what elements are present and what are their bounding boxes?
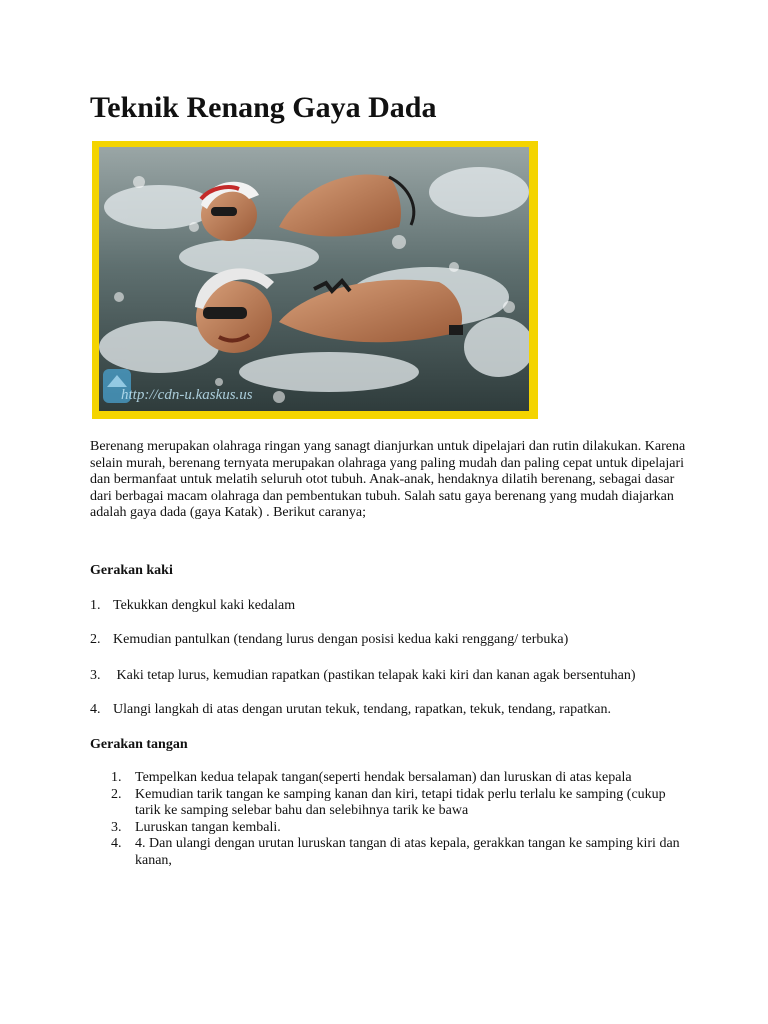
step-number: 2. [90, 632, 101, 647]
step-text: Kaki tetap lurus, kemudian rapatkan (pastikan telapak kaki kiri dan kanan agak bersentuhan) [113, 668, 636, 683]
tangan-steps-list [90, 770, 690, 870]
kaki-step-2 [90, 631, 568, 648]
step-text: Tempelkan kedua telapak tangan(seperti hendak bersalaman) dan luruskan di atas kepala [135, 770, 632, 785]
image-watermark: http://cdn-u.kaskus.us [121, 387, 253, 403]
list-item [90, 787, 690, 820]
step-text: 4. Dan ulangi dengan urutan luruskan tangan di atas kepala, gerakkan tangan ke samping kiri dan kanan, [135, 836, 680, 868]
intro-paragraph: Berenang merupakan olahraga ringan yang sanagt dianjurkan untuk dipelajari dan rutin dilakukan. Karena selain murah, berenang ternyata merupakan olahraga yang paling mudah dan paling cepat untuk dipelajari dan bermanfaat untuk melatih seluruh otot tubuh. Anak-anak, hendaknya dilatih berenang, sebagai dasar dari berbagai macam olahraga dan pembentukan tubuh. Salah satu gaya berenang yang mudah diajarkan adalah gaya dada (gaya Katak) . Berikut caranya; [90, 439, 686, 521]
step-number: 2. [111, 786, 122, 802]
step-number: 1. [90, 598, 101, 613]
list-item [90, 820, 690, 837]
list-item [90, 770, 690, 787]
step-number: 4. [111, 836, 122, 852]
swimmers-photo [92, 141, 538, 419]
document-title: Teknik Renang Gaya Dada [90, 91, 437, 124]
kaki-step-3 [90, 667, 635, 684]
step-text: Luruskan tangan kembali. [135, 819, 281, 835]
step-text: Ulangi langkah di atas dengan urutan tekuk, tendang, rapatkan, tekuk, tendang, rapatkan. [113, 702, 611, 717]
step-text: Kemudian pantulkan (tendang lurus dengan posisi kedua kaki renggang/ terbuka) [113, 632, 569, 647]
kaki-step-1 [90, 597, 295, 614]
step-number: 3. [90, 668, 101, 683]
step-text: Tekukkan dengkul kaki kedalam [113, 598, 296, 613]
step-number: 1. [111, 770, 122, 785]
heading-gerakan-tangan: Gerakan tangan [90, 737, 188, 752]
step-number: 4. [90, 702, 101, 717]
step-text: Kemudian tarik tangan ke samping kanan dan kiri, tetapi tidak perlu terlalu ke samping (cukup tarik ke samping selebar bahu dan selebihnya tarik ke bawa [135, 786, 666, 819]
kaki-step-4 [90, 701, 611, 718]
swimmers-illustration [99, 147, 529, 411]
heading-gerakan-kaki: Gerakan kaki [90, 563, 173, 578]
step-number: 3. [111, 819, 122, 835]
list-item [90, 836, 690, 869]
